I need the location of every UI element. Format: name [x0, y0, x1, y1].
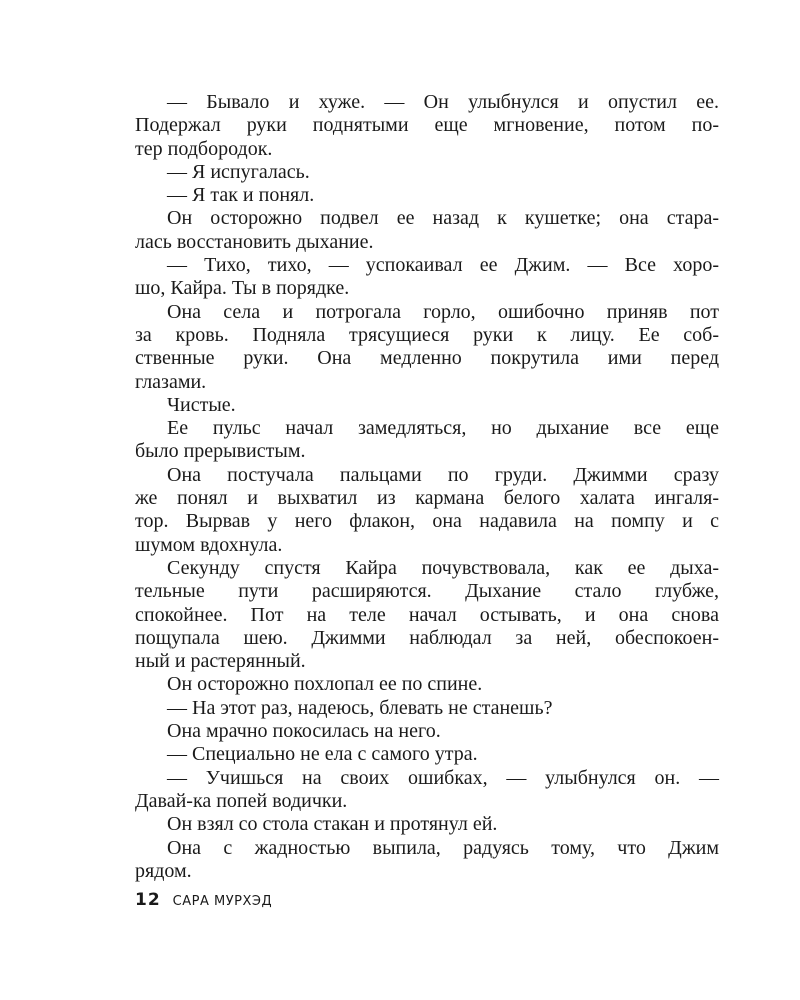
- text-line: рядом.: [135, 859, 192, 882]
- text-line: Давай-ка попей водички.: [135, 789, 348, 812]
- page-number: 12: [135, 890, 161, 910]
- text-line: — Специально не ела с самого утра.: [167, 743, 478, 766]
- text-line: Чистые.: [167, 393, 236, 416]
- text-line: Она мрачно покосилась на него.: [167, 720, 441, 743]
- text-line: — Тихо, тихо, — успокаивал ее Джим. — Все хоро-: [167, 254, 719, 277]
- text-line: тельные пути расширяются. Дыхание стало глубже,: [135, 580, 719, 603]
- page-footer: [135, 890, 272, 910]
- text-line: Он осторожно подвел ее назад к кушетке; она стара-: [167, 207, 719, 230]
- text-line: ный и растерянный.: [135, 650, 306, 673]
- text-line: — Я так и понял.: [167, 184, 315, 207]
- running-head-author: САРА МУРХЭД: [172, 894, 273, 909]
- text-line: Она постучала пальцами по груди. Джимми сразу: [167, 463, 719, 486]
- text-line: пощупала шею. Джимми наблюдал за ней, обеспокоен-: [135, 626, 719, 649]
- text-line: Он осторожно похлопал ее по спине.: [167, 673, 483, 696]
- text-line: — Учишься на своих ошибках, — улыбнулся он. —: [167, 766, 719, 789]
- text-line: шо, Кайра. Ты в порядке.: [135, 277, 350, 300]
- text-line: глазами.: [135, 370, 207, 393]
- text-line: лась восстановить дыхание.: [135, 230, 374, 253]
- text-line: ственные руки. Она медленно покрутила ими перед: [135, 347, 719, 370]
- text-line: Он взял со стола стакан и протянул ей.: [167, 813, 498, 836]
- text-line: — Я испугалась.: [167, 160, 310, 183]
- text-line: Ее пульс начал замедляться, но дыхание все еще: [167, 417, 719, 440]
- text-line: Подержал руки поднятыми еще мгновение, потом по-: [135, 114, 719, 137]
- text-line: Она с жадностью выпила, радуясь тому, что Джим: [167, 836, 719, 859]
- text-line: Она села и потрогала горло, ошибочно приняв пот: [167, 300, 719, 323]
- text-line: спокойнее. Пот на теле начал остывать, и она снова: [135, 603, 719, 626]
- text-line: же понял и выхватил из кармана белого халата ингаля-: [135, 487, 719, 510]
- text-line: Секунду спустя Кайра почувствовала, как ее дыха-: [167, 556, 719, 579]
- text-line: — На этот раз, надеюсь, блевать не станешь?: [167, 696, 553, 719]
- text-line: тер подбородок.: [135, 137, 273, 160]
- body-text: [135, 91, 719, 883]
- text-line: шумом вдохнула.: [135, 533, 283, 556]
- text-line: за кровь. Подняла трясущиеся руки к лицу. Ее соб-: [135, 323, 719, 346]
- text-line: — Бывало и хуже. — Он улыбнулся и опустил ее.: [167, 91, 719, 113]
- text-line: было прерывистым.: [135, 440, 306, 463]
- text-line: тор. Вырвав у него флакон, она надавила на помпу и с: [135, 510, 719, 533]
